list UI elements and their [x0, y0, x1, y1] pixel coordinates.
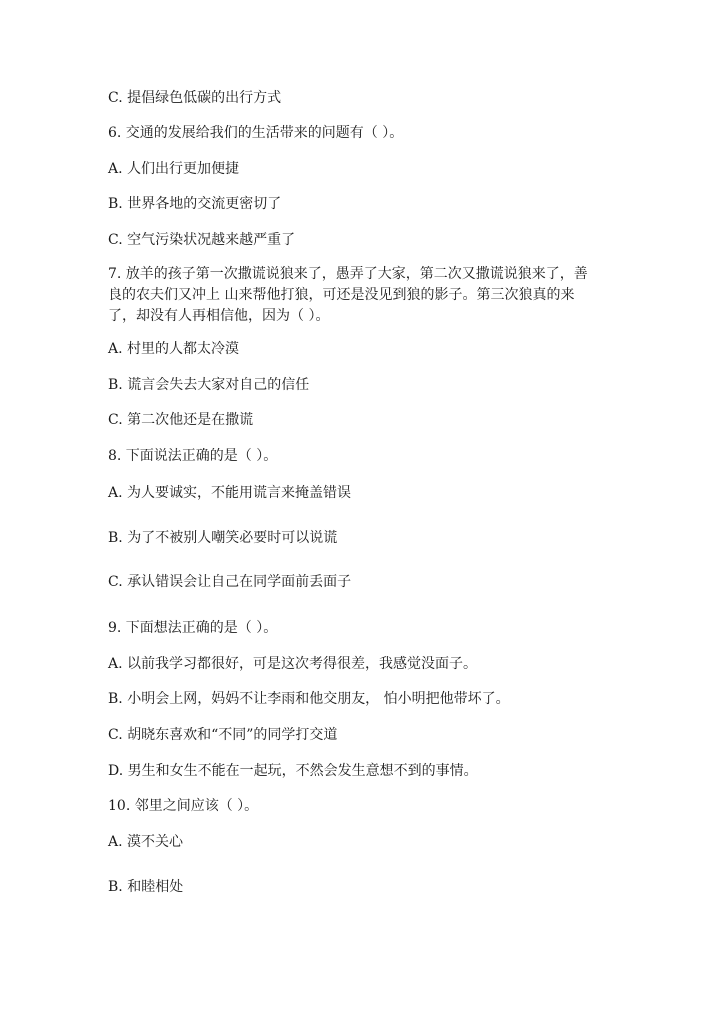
- question-6: 6. 交通的发展给我们的生活带来的问题有（ ）。: [108, 125, 404, 141]
- option-7a: A. 村里的人都太冷漠: [108, 341, 240, 357]
- option-6c: C. 空气污染状况越来越严重了: [108, 232, 296, 248]
- option-10a: A. 漠不关心: [108, 834, 184, 850]
- option-8c: C. 承认错误会让自己在同学面前丢面子: [108, 574, 352, 590]
- option-6a: A. 人们出行更加便捷: [108, 161, 240, 177]
- question-8: 8. 下面说法正确的是（ ）。: [108, 448, 278, 464]
- option-7b: B. 谎言会失去大家对自己的信任: [108, 377, 310, 393]
- option-9a: A. 以前我学习都很好，可是这次考得很差，我感觉没面子。: [108, 656, 478, 672]
- question-7-line-3: 了，却没有人再相信他，因为（ ）。: [108, 308, 330, 324]
- option-10b: B. 和睦相处: [108, 879, 184, 895]
- option-9d: D. 男生和女生不能在一起玩，不然会发生意想不到的事情。: [108, 763, 478, 779]
- question-7-line-1: 7. 放羊的孩子第一次撒谎说狼来了，愚弄了大家，第二次又撒谎说狼来了，善: [108, 266, 588, 282]
- question-7-line-2: 良的农夫们又冲上 山来帮他打狼，可还是没见到狼的影子。第三次狼真的来: [108, 287, 575, 303]
- option-9c: C. 胡晓东喜欢和“不同”的同学打交道: [108, 727, 338, 743]
- question-7: [108, 264, 608, 327]
- option-7c: C. 第二次他还是在撒谎: [108, 412, 254, 428]
- question-9: 9. 下面想法正确的是（ ）。: [108, 620, 278, 636]
- option-5c: C. 提倡绿色低碳的出行方式: [108, 90, 282, 106]
- option-8b: B. 为了不被别人嘲笑必要时可以说谎: [108, 530, 338, 546]
- option-8a: A. 为人要诚实，不能用谎言来掩盖错误: [108, 485, 352, 501]
- option-6b: B. 世界各地的交流更密切了: [108, 196, 282, 212]
- option-9b: B. 小明会上网，妈妈不让李雨和他交朋友， 怕小明把他带坏了。: [108, 691, 510, 707]
- question-10: 10. 邻里之间应该（ ）。: [108, 798, 259, 814]
